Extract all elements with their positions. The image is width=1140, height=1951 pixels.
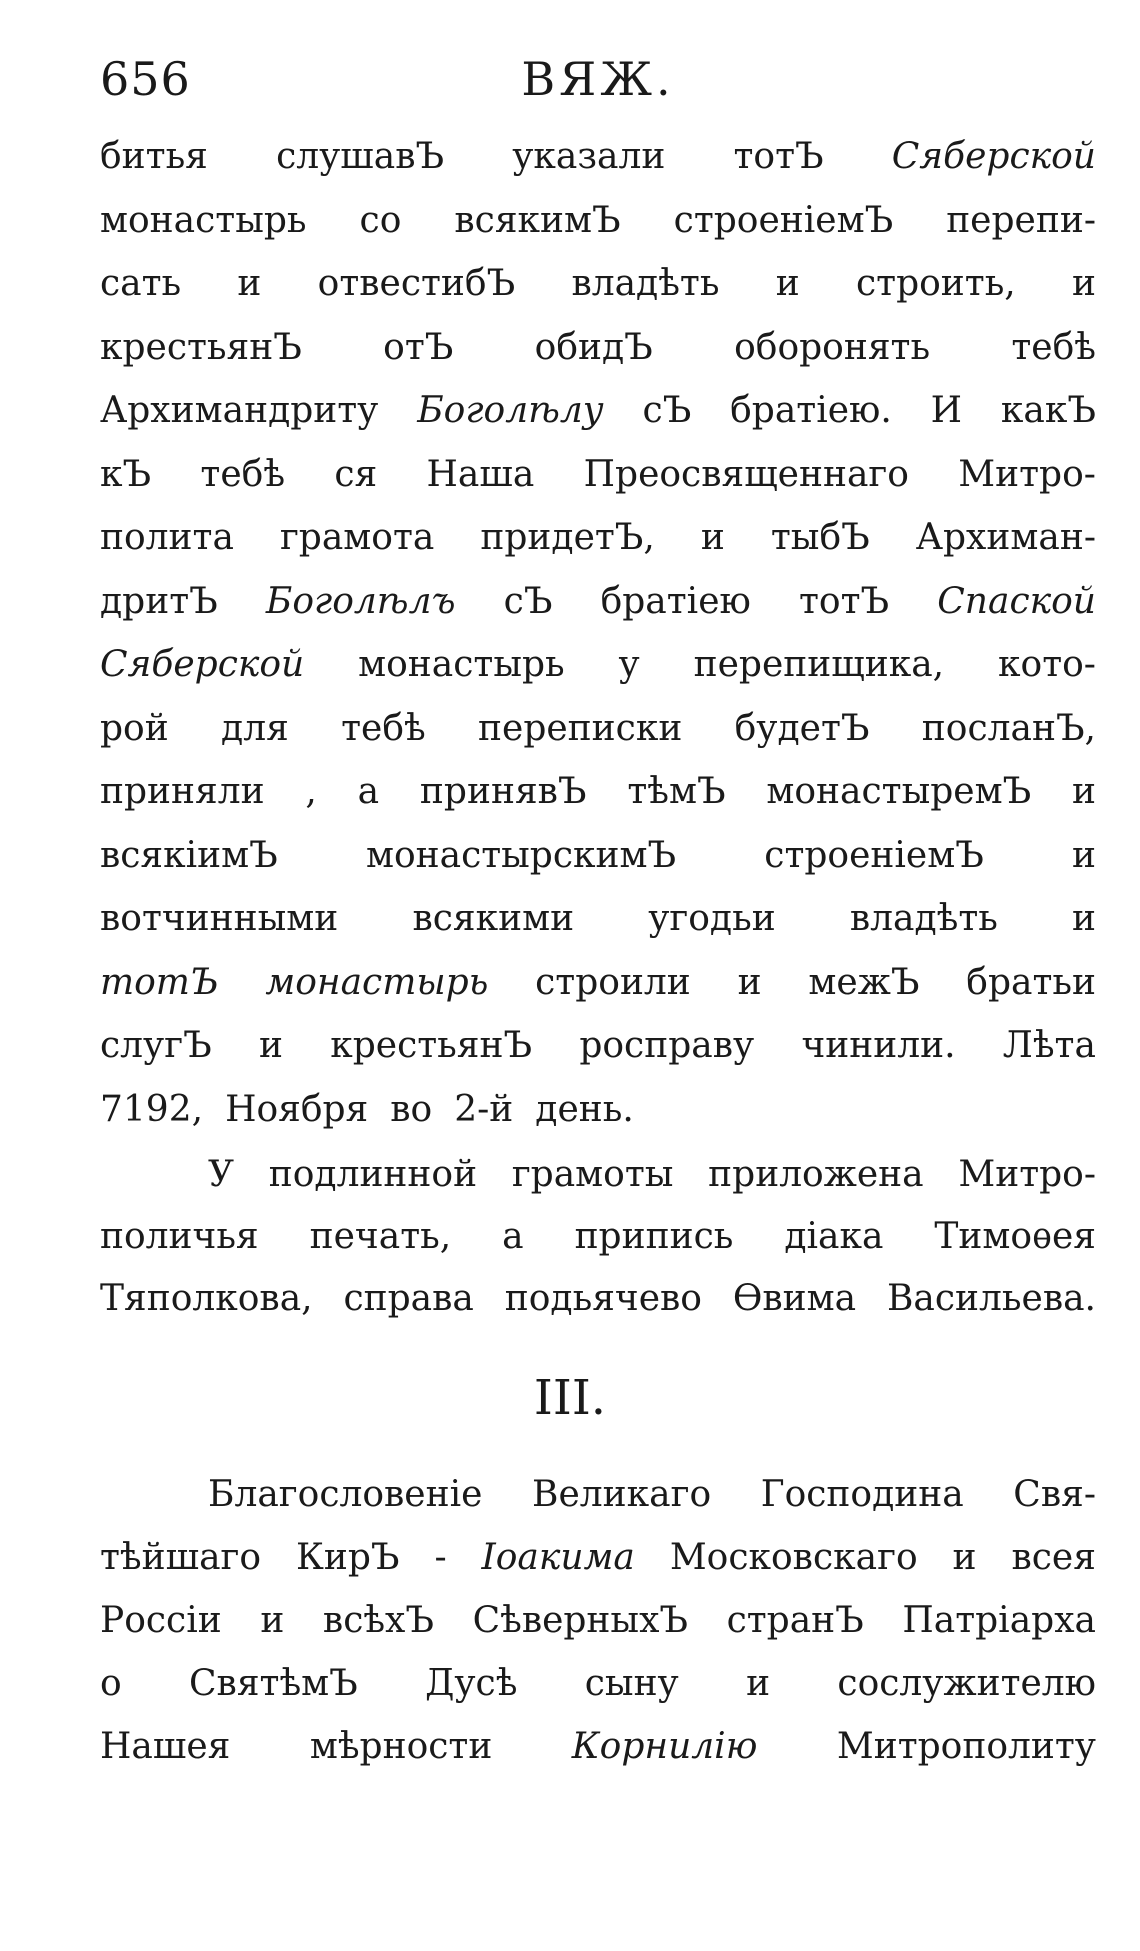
word: монастыремЪ bbox=[766, 771, 1032, 812]
text-line bbox=[100, 1144, 1096, 1206]
word: дiака bbox=[784, 1216, 884, 1257]
text-line bbox=[100, 571, 1096, 633]
word: Ноября bbox=[225, 1088, 369, 1130]
word: владѣть bbox=[571, 263, 720, 304]
text-line bbox=[100, 253, 1096, 315]
word: Дусѣ bbox=[425, 1663, 518, 1704]
running-head: ВЯЖ. bbox=[521, 52, 675, 106]
text-line bbox=[100, 507, 1096, 569]
word: строить, bbox=[855, 263, 1016, 304]
word: Спаской bbox=[937, 580, 1096, 622]
word: Боголѣлъ bbox=[265, 580, 456, 622]
word: грамоты bbox=[511, 1154, 674, 1195]
word: и bbox=[1072, 263, 1096, 304]
word: во bbox=[390, 1088, 433, 1130]
word: Нашея bbox=[100, 1726, 231, 1767]
word: владѣть bbox=[849, 898, 998, 939]
word: обидЪ bbox=[534, 326, 653, 368]
word: Ѳвима bbox=[732, 1278, 857, 1319]
word: какЪ bbox=[1000, 390, 1096, 431]
word: оборонять bbox=[734, 326, 931, 368]
word: тѣмЪ bbox=[627, 771, 726, 812]
text-line bbox=[100, 888, 1096, 950]
word: всякими bbox=[412, 898, 575, 939]
word: сать bbox=[100, 263, 182, 304]
text-line bbox=[100, 1590, 1096, 1652]
word: всякiимЪ bbox=[100, 834, 278, 876]
page-number: 656 bbox=[100, 52, 191, 106]
word: приложена bbox=[708, 1154, 924, 1195]
text-line bbox=[100, 1268, 1096, 1330]
word: Корнилiю bbox=[571, 1726, 758, 1767]
word: Архимандриту bbox=[100, 390, 379, 431]
word: Наша bbox=[426, 453, 535, 495]
word: всѣхЪ bbox=[322, 1600, 434, 1641]
word: и bbox=[746, 1663, 771, 1704]
word: и bbox=[737, 961, 762, 1003]
word: КирЪ bbox=[296, 1537, 400, 1578]
word: тѣйшаго bbox=[100, 1537, 262, 1578]
word: монастырь bbox=[265, 961, 489, 1003]
word: строили bbox=[535, 961, 691, 1003]
word: и bbox=[237, 263, 262, 304]
word: братiею bbox=[600, 580, 751, 622]
text-line bbox=[100, 1464, 1096, 1526]
word: межЪ bbox=[808, 961, 920, 1003]
word: у bbox=[618, 644, 640, 685]
word: тотЪ bbox=[100, 961, 219, 1003]
text-line bbox=[100, 126, 1096, 188]
word: Тяполкова, bbox=[100, 1278, 313, 1319]
word: У bbox=[208, 1154, 235, 1195]
word: и bbox=[1071, 898, 1096, 939]
word: отЪ bbox=[383, 326, 454, 368]
word: ся bbox=[334, 453, 378, 495]
word: Митро- bbox=[958, 1154, 1096, 1195]
word: припись bbox=[574, 1216, 734, 1257]
word: Боголѣлу bbox=[417, 390, 604, 431]
word: 2-й bbox=[454, 1088, 514, 1130]
word: печать, bbox=[309, 1216, 452, 1257]
word: всея bbox=[1011, 1537, 1096, 1578]
word: тотЪ bbox=[733, 136, 824, 177]
text-line bbox=[100, 1527, 1096, 1589]
word: слугЪ bbox=[100, 1025, 212, 1066]
word: подьячево bbox=[504, 1278, 702, 1319]
word: день. bbox=[535, 1088, 634, 1130]
word: монастырь bbox=[100, 199, 307, 241]
word: и bbox=[775, 263, 800, 304]
word: тебѣ bbox=[200, 453, 286, 495]
word: вотчинными bbox=[100, 898, 339, 939]
word: Митрополиту bbox=[836, 1726, 1096, 1767]
word: и bbox=[700, 517, 725, 558]
text-line bbox=[100, 190, 1096, 252]
word: переписки bbox=[478, 707, 683, 749]
word: И bbox=[930, 390, 963, 431]
word: строенiемЪ bbox=[764, 834, 984, 876]
text-line bbox=[100, 1653, 1096, 1715]
word: всякимЪ bbox=[454, 199, 621, 241]
word: Митро- bbox=[958, 453, 1096, 495]
word: а bbox=[502, 1216, 524, 1257]
word: перепищика, bbox=[693, 644, 945, 685]
word: и bbox=[258, 1025, 283, 1066]
word: перепи- bbox=[946, 199, 1096, 241]
word: Россiи bbox=[100, 1600, 222, 1641]
word: отвестибЪ bbox=[317, 263, 516, 304]
word: рой bbox=[100, 707, 169, 749]
word: Московскаго bbox=[669, 1537, 918, 1578]
word: СвятѣмЪ bbox=[189, 1663, 358, 1704]
word: - bbox=[434, 1537, 447, 1578]
section-heading: III. bbox=[533, 1370, 607, 1426]
text-line bbox=[100, 1015, 1096, 1077]
word: тыбЪ bbox=[770, 517, 870, 558]
word: 7192, bbox=[100, 1088, 204, 1130]
word: тебѣ bbox=[341, 707, 426, 749]
text-line bbox=[100, 952, 1096, 1014]
word: кЪ bbox=[100, 453, 152, 495]
word: о bbox=[100, 1663, 122, 1704]
word: посланЪ, bbox=[921, 707, 1096, 749]
word: сЪ bbox=[642, 390, 692, 431]
word: тотЪ bbox=[799, 580, 890, 622]
text-line bbox=[100, 761, 1096, 823]
word: и bbox=[1072, 834, 1096, 876]
word: битья bbox=[100, 136, 208, 177]
word: дритЪ bbox=[100, 580, 218, 622]
word: указали bbox=[512, 136, 666, 177]
word: сослужителю bbox=[837, 1663, 1096, 1704]
word: для bbox=[221, 707, 289, 749]
word: монастырскимЪ bbox=[365, 834, 677, 876]
word: кото- bbox=[998, 644, 1096, 685]
word: Лѣта bbox=[1002, 1025, 1096, 1066]
word: крестьянЪ bbox=[100, 326, 302, 368]
text-line bbox=[100, 698, 1096, 760]
word: Тимоѳея bbox=[934, 1216, 1096, 1257]
word: а bbox=[357, 771, 380, 812]
word: росправу bbox=[579, 1025, 755, 1066]
word: принявЪ bbox=[419, 771, 587, 812]
word: странЪ bbox=[726, 1600, 864, 1641]
word: Благословенiе bbox=[208, 1474, 483, 1515]
word: Іоакима bbox=[481, 1537, 635, 1578]
word: сЪ bbox=[503, 580, 553, 622]
text-line bbox=[100, 634, 1096, 696]
word: приняли bbox=[100, 771, 265, 812]
word: и bbox=[1071, 771, 1096, 812]
word: Преосвященнаго bbox=[583, 453, 909, 495]
word: придетЪ, bbox=[480, 517, 655, 558]
word: Великаго bbox=[532, 1474, 712, 1515]
word: поличья bbox=[100, 1216, 259, 1257]
word: Сяберской bbox=[891, 136, 1096, 177]
word: Свя- bbox=[1013, 1474, 1096, 1515]
text-line bbox=[100, 1206, 1096, 1268]
word: будетЪ bbox=[734, 707, 870, 749]
page-header bbox=[100, 52, 1096, 122]
word: мѣрности bbox=[309, 1726, 493, 1767]
word: монастырь bbox=[358, 644, 565, 685]
word: тебѣ bbox=[1011, 326, 1096, 368]
text-line bbox=[100, 825, 1096, 887]
text-line bbox=[100, 1716, 1096, 1778]
word: подлинной bbox=[268, 1154, 478, 1195]
word: грамота bbox=[279, 517, 435, 558]
text-line bbox=[100, 317, 1096, 379]
word: и bbox=[260, 1600, 285, 1641]
text-line bbox=[100, 444, 1096, 506]
word: Васильева. bbox=[886, 1278, 1096, 1319]
word: и bbox=[952, 1537, 977, 1578]
text-line bbox=[100, 1079, 1096, 1141]
word: крестьянЪ bbox=[330, 1025, 533, 1066]
word: строенiемЪ bbox=[673, 199, 894, 241]
word: СѣверныхЪ bbox=[472, 1600, 688, 1641]
word: сыну bbox=[584, 1663, 679, 1704]
word: справа bbox=[343, 1278, 474, 1319]
word: Господина bbox=[760, 1474, 964, 1515]
text-line bbox=[100, 380, 1096, 442]
word: чинили. bbox=[801, 1025, 956, 1066]
word: братьи bbox=[966, 961, 1096, 1003]
word: , bbox=[305, 771, 317, 812]
word: угодьи bbox=[648, 898, 776, 939]
word: братiею. bbox=[730, 390, 892, 431]
word: Патрiарха bbox=[902, 1600, 1096, 1641]
word: полита bbox=[100, 517, 234, 558]
word: со bbox=[359, 199, 402, 241]
word: Сяберской bbox=[100, 644, 305, 685]
word: Архиман- bbox=[915, 517, 1096, 558]
word: слушавЪ bbox=[276, 136, 445, 177]
